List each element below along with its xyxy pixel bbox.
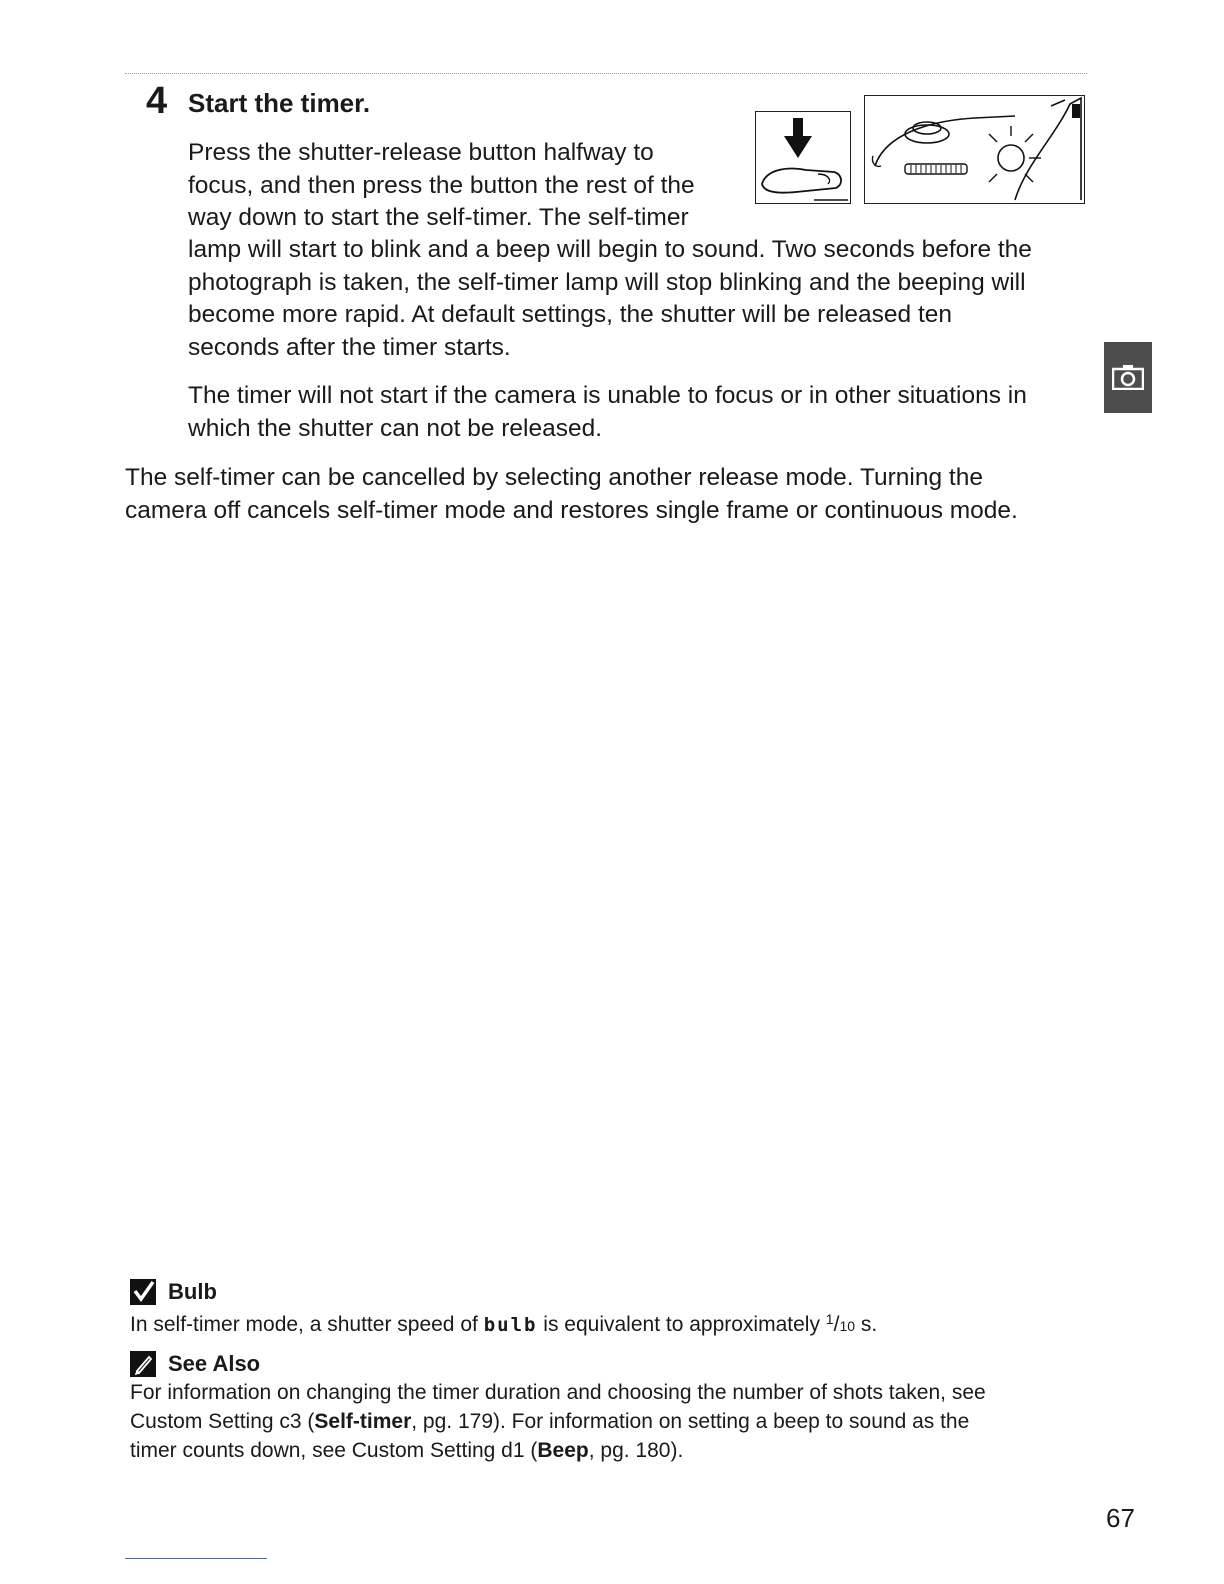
cancel-timer-paragraph xyxy=(125,462,1085,527)
text-span: timer counts down, see Custom Setting d1 ( xyxy=(130,1439,538,1462)
text-line: camera off cancels self-timer mode and restores single frame or continuous mode. xyxy=(125,496,1018,524)
text-line: For information on changing the timer duration and choosing the number of shots taken, see xyxy=(130,1381,986,1404)
check-icon xyxy=(130,1279,156,1305)
text-line: which the shutter can not be released. xyxy=(188,414,603,442)
page-number: 67 xyxy=(1106,1503,1135,1533)
step-title: Start the timer. xyxy=(188,88,371,118)
bottom-rule xyxy=(125,1558,267,1559)
bulb-display-code: bulb xyxy=(483,1314,538,1336)
step-paragraph-continued xyxy=(188,234,1088,364)
text-line: focus, and then press the button the rest of the xyxy=(188,171,695,199)
text-line: way down to start the self-timer. The self-timer xyxy=(188,204,689,231)
camera-top-illustration xyxy=(864,95,1085,204)
beep-setting-name: Beep xyxy=(537,1439,589,1462)
text-line: The self-timer can be cancelled by selecting another release mode. Turning the xyxy=(125,464,983,491)
bulb-note-title: Bulb xyxy=(168,1279,217,1304)
text-line xyxy=(130,1436,1100,1465)
step-paragraph-intro xyxy=(188,137,733,235)
self-timer-setting-name: Self-timer xyxy=(314,1410,412,1433)
finger-press-icon xyxy=(756,112,849,202)
fraction-denominator: 10 xyxy=(839,1318,856,1334)
text-line: The timer will not start if the camera is unable to focus or in other situations in xyxy=(188,382,1027,409)
step-number: 4 xyxy=(146,80,168,122)
bulb-note-text: In self-timer mode, a shutter speed of bulb is equivalent to approximately $^1$/10 s. xyxy=(130,1311,878,1336)
text-span: , pg. 179). For information on setting a beep to sound as the xyxy=(411,1410,970,1433)
text-span: Custom Setting c3 ( xyxy=(130,1410,315,1433)
text-span: , pg. 180). xyxy=(588,1439,684,1462)
finger-press-illustration xyxy=(755,111,851,204)
pencil-icon xyxy=(130,1351,156,1377)
text-line: seconds after the timer starts. xyxy=(188,333,511,361)
top-rule xyxy=(125,73,1087,74)
see-also-text xyxy=(130,1378,1100,1465)
text-line: lamp will start to blink and a beep will begin to sound. Two seconds before the xyxy=(188,236,1032,263)
camera-body-icon xyxy=(865,96,1083,202)
see-also-title: See Also xyxy=(168,1351,261,1376)
text-line: become more rapid. At default settings, the shutter will be released ten xyxy=(188,301,953,328)
unit-label: s. xyxy=(860,1313,878,1336)
text-line xyxy=(130,1407,1100,1436)
bulb-text-after: is equivalent to approximately xyxy=(543,1313,820,1336)
timer-not-start-paragraph xyxy=(188,380,1088,445)
text-line: photograph is taken, the self-timer lamp will stop blinking and the beeping will xyxy=(188,268,1026,296)
camera-icon xyxy=(1112,364,1144,390)
text-line: Press the shutter-release button halfway to xyxy=(188,139,654,166)
fraction-numerator: 1 xyxy=(825,1311,834,1327)
shooting-section-tab xyxy=(1104,342,1152,413)
bulb-text-before: In self-timer mode, a shutter speed of xyxy=(130,1313,478,1336)
